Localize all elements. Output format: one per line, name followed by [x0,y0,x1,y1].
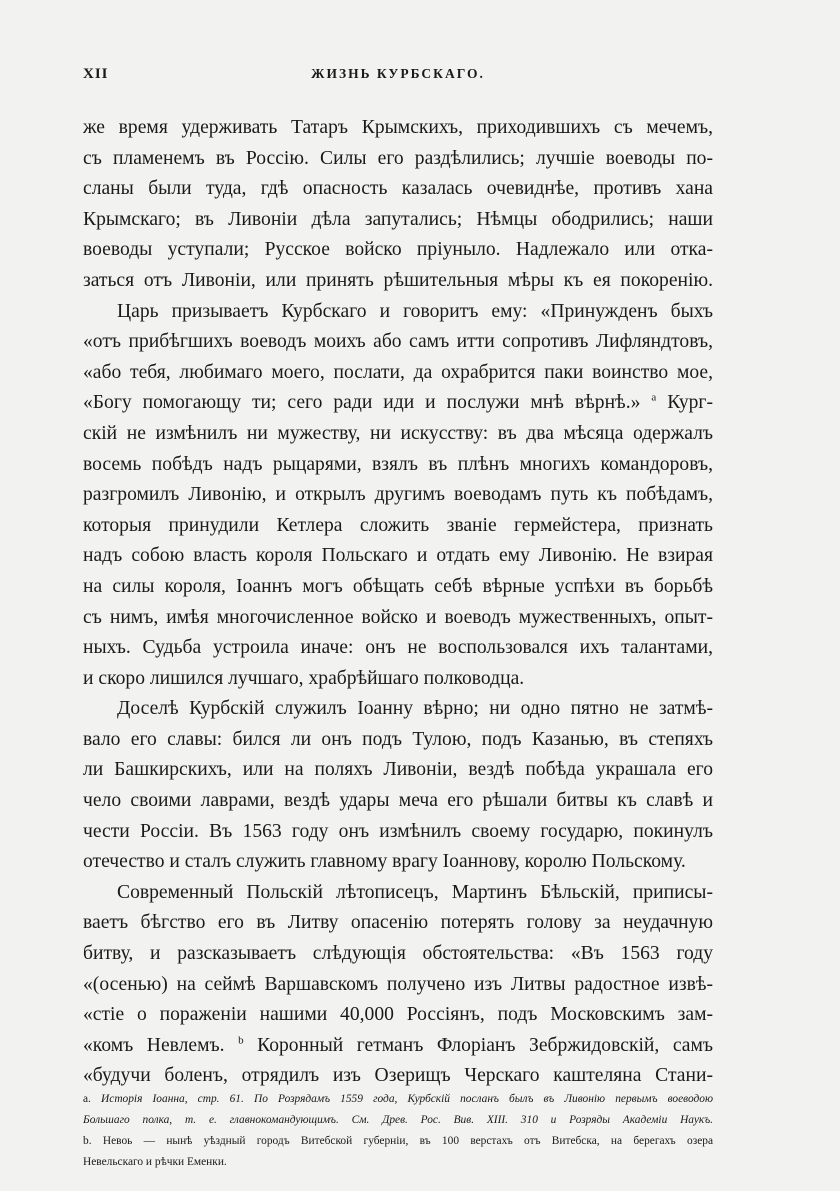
text-line: чело своими лаврами, вездѣ удары меча его рѣшали битвы къ славѣ и [83,790,713,812]
text-line: съ нимъ, имѣя многочисленное войско и воеводъ мужественныхъ, опыт- [83,606,713,628]
text-line: на силы короля, Іоаннъ могъ обѣщать себѣ вѣрные успѣхи въ борьбѣ [83,575,713,597]
text-line: разгромилъ Ливонію, и открылъ другимъ воеводамъ путь къ побѣдамъ, [83,484,713,506]
running-title: ЖИЗНЬ КУРБСКАГО. [311,66,485,81]
text-line: отечество и сталъ служить главному врагу Іоаннову, королю Польскому. [83,851,686,873]
text-line: заться отъ Ливоніи, или принять рѣшительныя мѣры къ ея покоренію. [83,269,713,291]
text-line: восемь побѣдъ надъ рыцарями, взялъ въ плѣнъ многихъ командоровъ, [83,453,713,475]
footnote-a-line [83,1089,713,1110]
text-line: которыя принудили Кетлера сложить званіе гермейстера, признать [83,514,713,536]
footnote-a-line [83,1110,713,1131]
text-segment: Кург- [667,392,713,414]
text-line: Царь призываетъ Курбскаго и говоритъ ему: «Принужденъ быхъ [117,300,713,322]
text-segment: Коронный гетманъ Флоріанъ Зебржидовскій, самъ [257,1034,713,1056]
text-line: ныхъ. Судьба устроила иначе: онъ не воспользовался ихъ талантами, [83,637,713,659]
text-line: надъ собою власть короля Польскаго и отдать ему Ливонію. Не взирая [83,545,713,567]
footnote-marker-b[interactable]: b [238,1034,244,1047]
text-line: скій не измѣнилъ ни мужеству, ни искусству: въ два мѣсяца одержалъ [83,422,713,444]
text-line: и скоро лишился лучшаго, храбрѣйшаго полководца. [83,667,525,689]
text-line: воеводы уступали; Русское войско пріуныло. Надлежало или отка- [83,239,713,261]
page-header [83,66,713,90]
text-line: вало его славы: бился ли онъ подъ Тулою, подъ Казанью, въ степяхъ [83,728,713,750]
text-segment: «Богу помогающу ти; сего ради иди и послужи мнѣ вѣрнѣ.» [83,392,641,414]
text-line: чести Россіи. Въ 1563 году онъ измѣнилъ своему государю, покинулъ [83,820,713,842]
footnote-b-line [83,1131,713,1152]
text-line: Доселѣ Курбскій служилъ Іоанну вѣрно; ни одно пятно не затмѣ- [117,698,713,720]
text-line: «(осенью) на сеймѣ Варшавскомъ получено изъ Литвы радостное извѣ- [83,973,713,995]
footnote-marker: b. [83,1135,92,1147]
footnote-marker-a[interactable]: a [651,391,657,404]
footnote-text: Исторія Іоанна, стр. 61. По Розрядамъ 1559 года, Курбскій посланъ былъ въ Ливонію первымъ воеводою [101,1093,713,1105]
text-line-with-footnote [83,1031,713,1062]
text-line: «або тебя, любимаго моего, послати, да охрабрится паки воинство мое, [83,361,713,383]
text-line: «будучи боленъ, отрядилъ изъ Озерищъ Черскаго каштеляна Стани- [83,1065,713,1087]
text-line: сланы были туда, гдѣ опасность казалась очевиднѣе, противъ хана [83,178,713,200]
footnotes [83,1089,713,1173]
text-line: же время удерживать Татаръ Крымскихъ, приходившихъ съ мечемъ, [83,117,713,138]
main-text [83,113,713,1092]
text-line: «отъ прибѣгшихъ воеводъ моихъ або самъ итти сопротивъ Лифляндтовъ, [83,331,713,353]
text-line: Крымскаго; въ Ливоніи дѣла запутались; Нѣмцы ободрились; наши [83,208,713,230]
text-line: ваетъ бѣгство его въ Литву опасенію потерять голову за неудачную [83,912,713,934]
text-segment: «комъ Невлемъ. [83,1034,225,1056]
text-line: Современный Польскій лѣтописецъ, Мартинъ Бѣльскій, приписы- [117,881,713,903]
text-line: ли Башкирскихъ, или на поляхъ Ливоніи, вездѣ побѣда украшала его [83,759,713,781]
footnote-marker: a. [83,1093,91,1105]
footnote-b-line: Невельскаго и рѣчки Еменки. [83,1156,227,1168]
footnote-text: Большаго полка, т. е. главнокомандующимъ. См. Древ. Рос. Вив. XIII. 310 и Розряды Академіи Наукъ. [83,1114,713,1126]
text-line: битву, и разсказываетъ слѣдующія обстоятельства: «Въ 1563 году [83,943,713,965]
text-line-with-footnote [83,388,713,419]
footnote-text: Невоь — нынѣ уѣздный городъ Витебской губерніи, въ 100 верстахъ отъ Витебска, на берегахъ озера [102,1135,713,1147]
text-line: «стіе о пораженіи нашими 40,000 Россіянъ, подъ Московскимъ зам- [83,1004,713,1026]
page-number: XII [83,66,109,82]
text-line: съ пламенемъ въ Россію. Силы его раздѣлились; лучшіе воеводы по- [83,147,713,169]
